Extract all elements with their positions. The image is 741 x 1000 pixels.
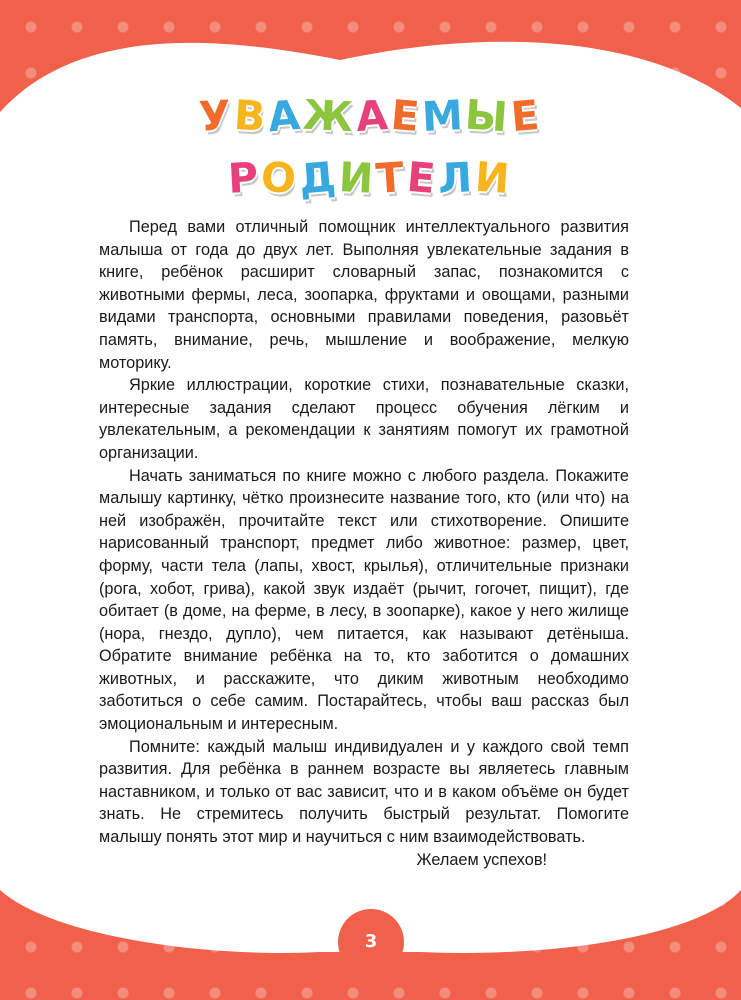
title-line-2-letter: Л xyxy=(436,153,477,203)
title-line-1-letter: Ы xyxy=(463,90,513,142)
title-line-2-letter: О xyxy=(259,152,301,204)
title-line-1-letter: В xyxy=(232,90,270,142)
title-line-1-letter: У xyxy=(197,91,235,141)
title-line-2-letter: Д xyxy=(297,152,341,204)
paragraph-2: Яркие иллюстрации, короткие стихи, познавательные сказки, интересные задания сделают процесс обучения лёгким и увлекательным, а рекомендации к занятиям помогут их грамотной организации. xyxy=(99,376,629,462)
title-line-2-letter: Р xyxy=(227,153,263,203)
title-line-1 xyxy=(0,92,741,140)
title-line-1-letter: Ж xyxy=(301,90,358,142)
closing-line: Желаем успехов! xyxy=(416,850,547,869)
page-number: 3 xyxy=(364,931,378,952)
title-line-2-letter: И xyxy=(337,153,378,203)
title-line-2-letter: И xyxy=(473,152,515,204)
paragraph-4: Помните: каждый малыш индивидуален и у каждого свой темп развития. Для ребёнка в раннем возрасте вы являетесь главным наставником, и только от вас зависит, что и в каком объёме он будет знать. Не стремитесь получить быстрый результат. Помогите малышу понять этот мир и научиться с ним взаимодействовать. xyxy=(99,737,629,847)
title-line-1-letter: М xyxy=(420,90,467,142)
title-line-1-letter: А xyxy=(354,90,393,142)
title-line-2-letter: Т xyxy=(374,152,409,204)
body-text xyxy=(99,216,629,871)
title-line-1-letter: Е xyxy=(508,90,544,142)
title-line-1-letter: Е xyxy=(388,90,424,142)
title-line-2-letter: Е xyxy=(405,152,441,204)
paragraph-1: Перед вами отличный помощник интеллектуального развития малыша от года до двух лет. Выполняя увлекательные задания в книге, ребёнок расширит словарный запас, познакомится с животными фермы, леса, зоопарка, фруктами и овощами, разными видами транспорта, основными правилами поведения, разовьёт память, внимание, речь, мышление и воображение, мелкую моторику. xyxy=(99,218,629,372)
title-line-1-letter: А xyxy=(265,90,305,142)
paragraph-3: Начать заниматься по книге можно с любого раздела. Покажите малышу картинку, чётко произнесите название того, кто (или что) на ней изображён, прочитайте текст или стихотворение. Опишите нарисованный транспорт, предмет либо животное: размер, цвет, форму, части тела (лапы, хвост, крылья), отличительные признаки (рога, хобот, грива), какой звук издаёт (рычит, гогочет, пищит), где обитает (в доме, на ферме, в лесу, в зоопарке), какое у него жилище (нора, гнездо, дупло), чем питается, как называют детёныша. Обратите внимание ребёнка на то, кто заботится о домашних животных, и расскажите, что диким животным необходимо заботиться о себе самим. Постарайтесь, чтобы ваш рассказ был эмоциональным и интересным. xyxy=(99,466,629,734)
title-line-2 xyxy=(0,154,741,202)
